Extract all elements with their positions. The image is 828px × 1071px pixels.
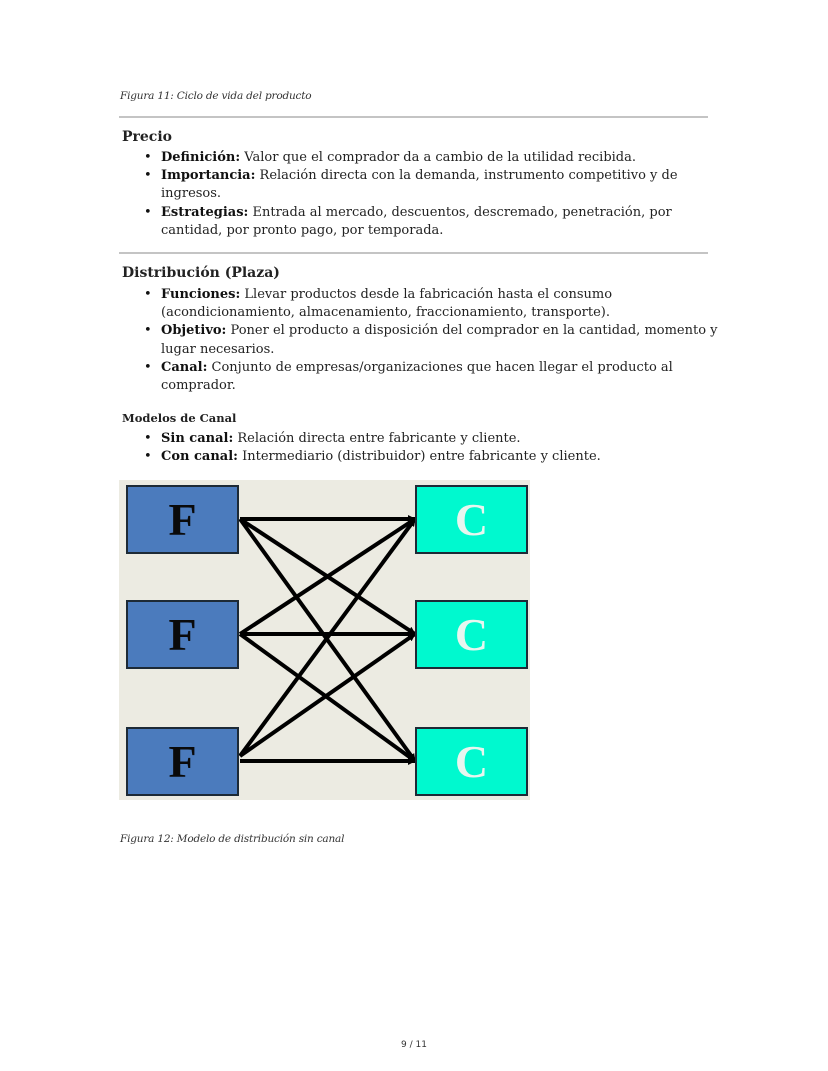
distribucion-heading: Distribución (Plaza): [122, 265, 280, 281]
customer-node: C: [415, 727, 528, 796]
manufacturer-node: F: [126, 600, 239, 669]
manufacturer-node: F: [126, 485, 239, 554]
customer-node: C: [415, 600, 528, 669]
list-item: • Canal: Conjunto de empresas/organizaciones que hacen llegar el producto al comprador.: [161, 359, 721, 395]
distribucion-list: [122, 286, 721, 395]
figure-11-caption: Figura 11: Ciclo de vida del producto: [120, 90, 312, 102]
list-item: • Objetivo: Poner el producto a disposición del comprador en la cantidad, momento y lugar necesarios.: [161, 322, 721, 358]
distribution-diagram: [119, 480, 530, 800]
modelos-list: [122, 430, 721, 466]
list-item: • Estrategias: Entrada al mercado, descuentos, descremado, penetración, por cantidad, por pronto pago, por temporada.: [161, 204, 721, 240]
page-number: 9 / 11: [401, 1040, 427, 1050]
manufacturer-node: F: [126, 727, 239, 796]
precio-heading: Precio: [122, 129, 172, 145]
list-item: • Sin canal: Relación directa entre fabricante y cliente.: [161, 430, 721, 448]
customer-node: C: [415, 485, 528, 554]
section-divider: [119, 252, 708, 254]
list-item: • Definición: Valor que el comprador da a cambio de la utilidad recibida.: [161, 149, 721, 167]
figure-12-caption: Figura 12: Modelo de distribución sin canal: [120, 833, 345, 845]
modelos-heading: Modelos de Canal: [122, 411, 237, 425]
precio-list: [122, 149, 721, 240]
section-divider: [119, 116, 708, 118]
list-item: • Con canal: Intermediario (distribuidor) entre fabricante y cliente.: [161, 448, 721, 466]
list-item: • Funciones: Llevar productos desde la fabricación hasta el consumo (acondicionamiento, almacenamiento, fraccionamiento, transporte).: [161, 286, 721, 322]
list-item: • Importancia: Relación directa con la demanda, instrumento competitivo y de ingresos.: [161, 167, 721, 203]
